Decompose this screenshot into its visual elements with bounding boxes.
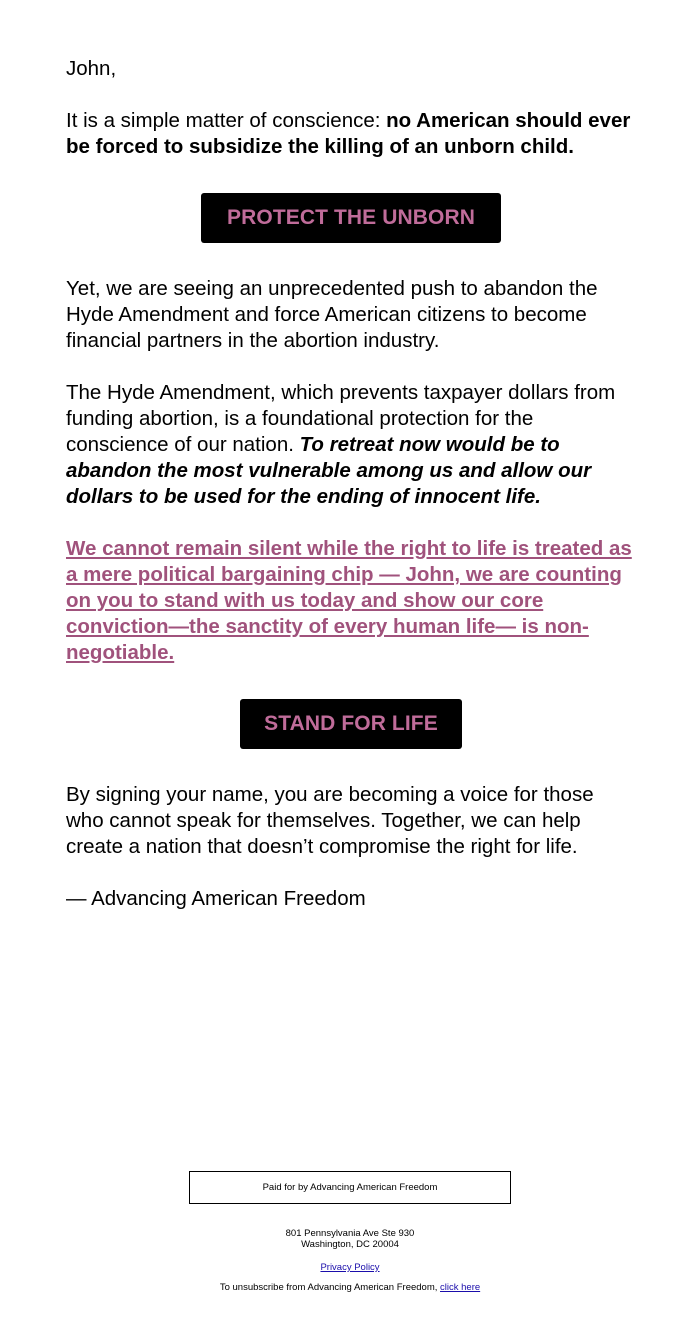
mailing-address — [0, 1228, 700, 1250]
protect-button-row — [66, 193, 636, 243]
hyde-push-paragraph: Yet, we are seeing an unprecedented push to abandon the Hyde Amendment and force American citizens to become financial partners in the abortion industry. — [66, 277, 598, 352]
unsubscribe-text: To unsubscribe from Advancing American Freedom, — [219, 1282, 441, 1293]
signature: — Advancing American Freedom — [66, 887, 366, 910]
hyde-amendment-emphasis: To retreat now would be to abandon the most vulnerable among us and allow our dollars to be used for the ending of innocent life. — [66, 433, 592, 508]
paid-for-disclaimer: Paid for by Advancing American Freedom — [189, 1171, 511, 1204]
address-line-2: Washington, DC 20004 — [301, 1239, 399, 1250]
privacy-row — [0, 1262, 700, 1274]
hyde-amendment-text: The Hyde Amendment, which prevents taxpayer dollars from funding abortion, is a foundational protection for the conscience of our nation. — [66, 381, 616, 456]
greeting: John, — [66, 57, 117, 80]
address-line-1: 801 Pennsylvania Ave Ste 930 — [285, 1228, 415, 1239]
hyde-amendment-paragraph — [66, 380, 636, 510]
unsubscribe-link[interactable]: click here — [440, 1282, 481, 1293]
intro-paragraph — [66, 108, 636, 160]
intro-emphasis: no American should ever be forced to subsidize the killing of an unborn child. — [66, 109, 631, 158]
stand-button-row — [66, 699, 636, 749]
call-to-action-paragraph — [66, 536, 636, 666]
privacy-policy-link[interactable]: Privacy Policy — [320, 1262, 380, 1273]
call-to-action-link[interactable]: We cannot remain silent while the right to life is treated as a mere political bargaining chip — John, we are counting on you to stand with us today and show our core conviction—the sanctity of every human life— is non-negotiable. — [66, 537, 632, 664]
protect-the-unborn-button[interactable]: PROTECT THE UNBORN — [201, 193, 501, 243]
voice-paragraph: By signing your name, you are becoming a voice for those who cannot speak for themselves. Together, we can help create a nation that doesn’t compromise the right for life. — [66, 783, 594, 858]
stand-for-life-button[interactable]: STAND FOR LIFE — [240, 699, 462, 749]
email-body — [66, 56, 636, 912]
unsubscribe-row — [0, 1282, 700, 1294]
intro-text: It is a simple matter of conscience: — [66, 109, 387, 132]
